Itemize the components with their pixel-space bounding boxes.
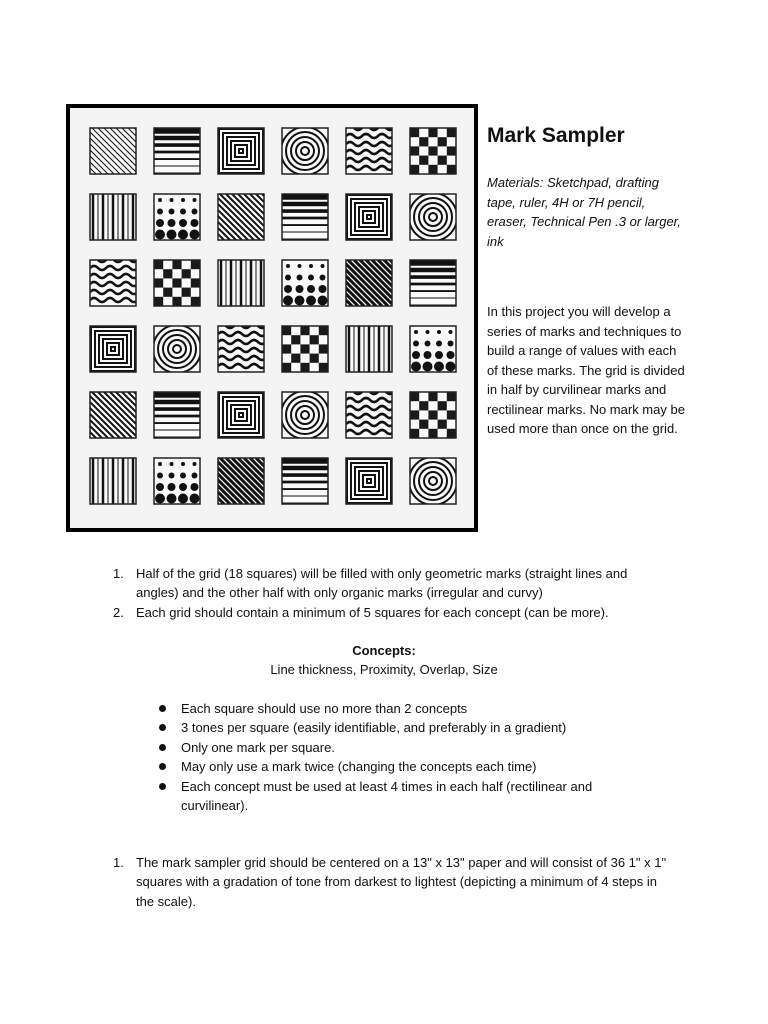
sidebar	[487, 124, 687, 438]
list-item-text: Each grid should contain a minimum of 5 squares for each concept (can be more).	[136, 604, 609, 620]
grid-square	[346, 126, 394, 174]
grid-square	[410, 326, 456, 372]
grid-square	[90, 326, 136, 372]
grid-square	[346, 458, 392, 504]
list-item: May only use a mark twice (changing the concepts each time)	[158, 757, 638, 776]
grid-square	[409, 457, 457, 505]
list-item	[113, 853, 673, 911]
requirements-list	[113, 564, 673, 622]
list-item: Each square should use no more than 2 concepts	[158, 699, 638, 718]
grid-instructions-list	[113, 853, 673, 911]
list-item: Each concept must be used at least 4 times in each half (rectilinear and curvilinear).	[158, 777, 638, 816]
list-item-text: The mark sampler grid should be centered on a 13" x 13" paper and will consist of 36 1" x 1" squares with a gradation of tone from darkest to lightest (depicting a minimum of 4 steps in the scale).	[136, 855, 667, 909]
concepts-section	[0, 641, 768, 680]
grid-square	[281, 391, 329, 439]
grid-square	[282, 326, 328, 372]
list-item	[113, 603, 673, 622]
materials-text: Materials: Sketchpad, drafting tape, ruler, 4H or 7H pencil, eraser, Technical Pen .3 or larger, ink	[487, 175, 681, 249]
concepts-heading: Concepts:	[352, 643, 416, 658]
grid-square	[90, 258, 138, 306]
grid-square	[154, 260, 200, 306]
list-number: 1.	[113, 855, 124, 870]
concepts-items: Line thickness, Proximity, Overlap, Size	[270, 662, 498, 678]
grid-square	[153, 325, 201, 373]
grid-square	[346, 326, 392, 372]
grid-square	[410, 392, 456, 438]
list-number: 1.	[113, 566, 124, 581]
grid-square	[154, 458, 200, 504]
list-item: 3 tones per square (easily identifiable, and preferably in a gradient)	[158, 718, 638, 737]
grid-square	[410, 260, 456, 306]
mark-sampler-image	[66, 104, 478, 532]
intro-text: In this project you will develop a series of marks and techniques to build a range of values with each of these marks. The grid is divided in half by curvilinear marks and rectilinear marks. No mark may be used more than once on the grid.	[487, 304, 685, 436]
grid-square	[90, 458, 136, 504]
grid-square	[154, 128, 200, 174]
page-title: Mark Sampler	[487, 124, 625, 147]
grid-square	[346, 390, 394, 438]
grid-square	[282, 458, 328, 504]
grid-square	[90, 194, 136, 240]
rules-list	[158, 699, 638, 815]
grid-square	[218, 128, 264, 174]
grid-square	[154, 194, 200, 240]
grid-square	[410, 128, 456, 174]
list-item	[113, 564, 673, 603]
grid-square	[218, 392, 264, 438]
grid-square	[218, 324, 266, 372]
sampler-grid-drawing	[70, 108, 474, 528]
grid-square	[282, 194, 328, 240]
grid-square	[154, 392, 200, 438]
grid-square	[218, 260, 264, 306]
grid-square	[409, 193, 457, 241]
list-number: 2.	[113, 604, 124, 620]
grid-square	[346, 194, 392, 240]
list-item: Only one mark per square.	[158, 738, 638, 757]
list-item-text: Half of the grid (18 squares) will be filled with only geometric marks (straight lines and angles) and the other half with only organic marks (irregular and curvy)	[136, 566, 628, 601]
grid-square	[282, 260, 328, 306]
grid-square	[281, 127, 329, 175]
